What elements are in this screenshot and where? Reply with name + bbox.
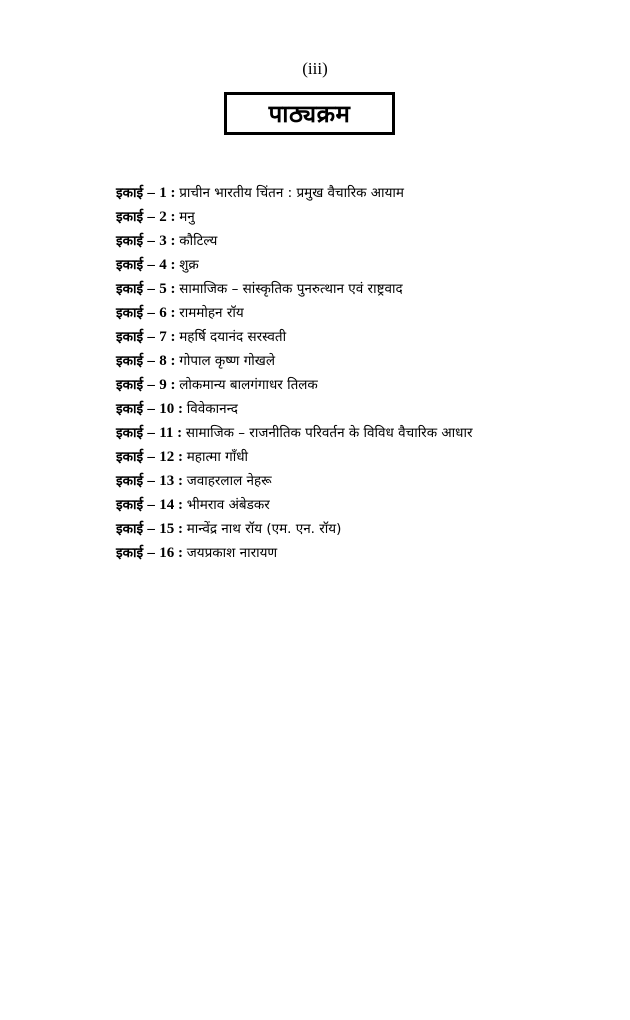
unit-number: 15 — [159, 521, 175, 537]
unit-number: 7 — [159, 329, 167, 345]
unit-title: राममोहन रॉय — [179, 305, 244, 321]
unit-number: 4 — [159, 257, 167, 273]
unit-title: प्राचीन भारतीय चिंतन : प्रमुख वैचारिक आयाम — [179, 185, 404, 201]
unit-label: इकाई — [116, 185, 144, 201]
unit-number: 6 — [159, 305, 167, 321]
list-item: इकाई – 4 : शुक्र — [116, 257, 199, 273]
unit-number: 8 — [159, 353, 167, 369]
unit-label: इकाई — [116, 497, 144, 513]
unit-title: सामाजिक – सांस्कृतिक पुनरुत्थान एवं राष्ट्रवाद — [179, 281, 403, 297]
unit-title: जवाहरलाल नेहरू — [186, 473, 272, 489]
unit-title: भीमराव अंबेडकर — [186, 497, 270, 513]
list-item: इकाई – 12 : महात्मा गाँधी — [116, 449, 249, 465]
unit-label: इकाई — [116, 401, 144, 417]
unit-number: 11 — [159, 425, 174, 441]
list-item: इकाई – 15 : मान्वेंद्र नाथ रॉय (एम. एन. रॉय) — [116, 521, 342, 537]
unit-title: जयप्रकाश नारायण — [186, 545, 278, 561]
unit-label: इकाई — [116, 353, 144, 369]
unit-label: इकाई — [116, 209, 144, 225]
unit-title: लोकमान्य बालगंगाधर तिलक — [179, 377, 318, 393]
list-item: इकाई – 7 : महर्षि दयानंद सरस्वती — [116, 329, 287, 345]
unit-number: 3 — [159, 233, 167, 249]
unit-title: सामाजिक – राजनीतिक परिवर्तन के विविध वैचारिक आधार — [185, 425, 473, 441]
unit-label: इकाई — [116, 449, 144, 465]
list-item: इकाई – 3 : कौटिल्य — [116, 233, 218, 249]
unit-title: महर्षि दयानंद सरस्वती — [179, 329, 287, 345]
unit-number: 5 — [159, 281, 167, 297]
unit-number: 10 — [159, 401, 175, 417]
unit-title: महात्मा गाँधी — [186, 449, 249, 465]
unit-number: 2 — [159, 209, 167, 225]
unit-number: 1 — [159, 185, 167, 201]
list-item: इकाई – 8 : गोपाल कृष्ण गोखले — [116, 353, 275, 369]
page-title: पाठ्यक्रम — [268, 99, 351, 128]
unit-label: इकाई — [116, 473, 144, 489]
unit-label: इकाई — [116, 425, 144, 441]
unit-number: 12 — [159, 449, 175, 465]
list-item: इकाई – 13 : जवाहरलाल नेहरू — [116, 473, 272, 489]
list-item: इकाई – 6 : राममोहन रॉय — [116, 305, 244, 321]
unit-title: शुक्र — [179, 257, 199, 273]
unit-label: इकाई — [116, 257, 144, 273]
list-item: इकाई – 10 : विवेकानन्द — [116, 401, 238, 417]
unit-title: मान्वेंद्र नाथ रॉय (एम. एन. रॉय) — [186, 521, 342, 537]
list-item: इकाई – 2 : मनु — [116, 209, 195, 225]
unit-number: 14 — [159, 497, 175, 513]
syllabus-list — [116, 181, 616, 565]
unit-title: कौटिल्य — [179, 233, 218, 249]
unit-label: इकाई — [116, 281, 144, 297]
list-item: इकाई – 5 : सामाजिक – सांस्कृतिक पुनरुत्थान एवं राष्ट्रवाद — [116, 281, 403, 297]
unit-label: इकाई — [116, 521, 144, 537]
unit-label: इकाई — [116, 329, 144, 345]
list-item: इकाई – 16 : जयप्रकाश नारायण — [116, 545, 278, 561]
unit-label: इकाई — [116, 377, 144, 393]
title-box — [224, 92, 395, 135]
unit-title: मनु — [179, 209, 195, 225]
list-item: इकाई – 1 : प्राचीन भारतीय चिंतन : प्रमुख वैचारिक आयाम — [116, 185, 404, 201]
unit-label: इकाई — [116, 305, 144, 321]
unit-number: 9 — [159, 377, 167, 393]
list-item: इकाई – 14 : भीमराव अंबेडकर — [116, 497, 270, 513]
unit-number: 16 — [159, 545, 175, 561]
unit-label: इकाई — [116, 545, 144, 561]
unit-label: इकाई — [116, 233, 144, 249]
page-number: (iii) — [302, 59, 328, 78]
unit-number: 13 — [159, 473, 175, 489]
list-item: इकाई – 9 : लोकमान्य बालगंगाधर तिलक — [116, 377, 318, 393]
unit-title: गोपाल कृष्ण गोखले — [179, 353, 275, 369]
list-item: इकाई – 11 : सामाजिक – राजनीतिक परिवर्तन के विविध वैचारिक आधार — [116, 425, 473, 441]
unit-title: विवेकानन्द — [186, 401, 238, 417]
